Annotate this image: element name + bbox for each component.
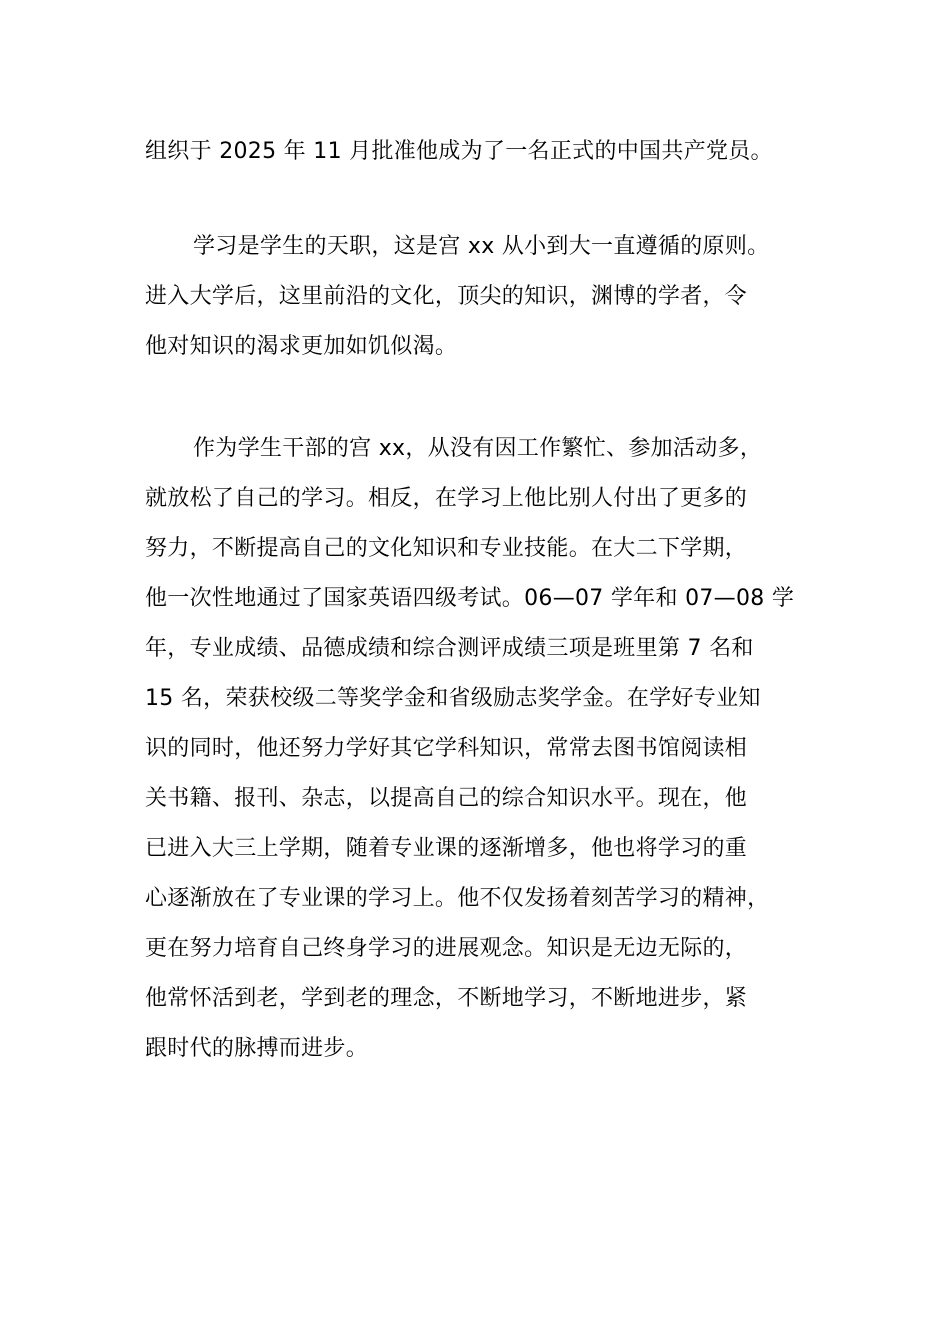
- paragraph-3-line-13: 跟时代的脉搏而进步。: [145, 1036, 369, 1061]
- paragraph-3-line-2: 就放松了自己的学习。相反，在学习上他比别人付出了更多的: [145, 486, 748, 511]
- paragraph-3-line-3: 努力，不断提高自己的文化知识和专业技能。在大二下学期，: [145, 536, 748, 561]
- paragraph-3-line-5: 年，专业成绩、品德成绩和综合测评成绩三项是班里第 7 名和: [145, 636, 754, 661]
- paragraph-3-line-12: 他常怀活到老，学到老的理念，不断地学习，不断地进步，紧: [145, 986, 748, 1011]
- paragraph-2-line-3: 他对知识的渴求更加如饥似渴。: [145, 334, 458, 359]
- paragraph-3-line-8: 关书籍、报刊、杂志，以提高自己的综合知识水平。现在，他: [145, 786, 748, 811]
- paragraph-1-line-1: 组织于 2025 年 11 月批准他成为了一名正式的中国共产党员。: [145, 139, 773, 164]
- paragraph-3-line-11: 更在努力培育自己终身学习的进展观念。知识是无边无际的，: [145, 936, 748, 961]
- paragraph-3-line-6: 15 名，荣获校级二等奖学金和省级励志奖学金。在学好专业知: [145, 686, 761, 711]
- paragraph-3-line-1: 作为学生干部的宫 xx，从没有因工作繁忙、参加活动多，: [193, 436, 763, 461]
- paragraph-3-line-10: 心逐渐放在了专业课的学习上。他不仅发扬着刻苦学习的精神，: [145, 886, 770, 911]
- paragraph-2-line-2: 进入大学后，这里前沿的文化，顶尖的知识，渊博的学者，令: [145, 284, 748, 309]
- paragraph-2-line-1: 学习是学生的天职，这是宫 xx 从小到大一直遵循的原则。: [193, 234, 770, 259]
- paragraph-3-line-7: 识的同时，他还努力学好其它学科知识，常常去图书馆阅读相: [145, 736, 748, 761]
- paragraph-3-line-9: 已进入大三上学期，随着专业课的逐渐增多，他也将学习的重: [145, 836, 748, 861]
- paragraph-3-line-4: 他一次性地通过了国家英语四级考试。06—07 学年和 07—08 学: [145, 586, 795, 611]
